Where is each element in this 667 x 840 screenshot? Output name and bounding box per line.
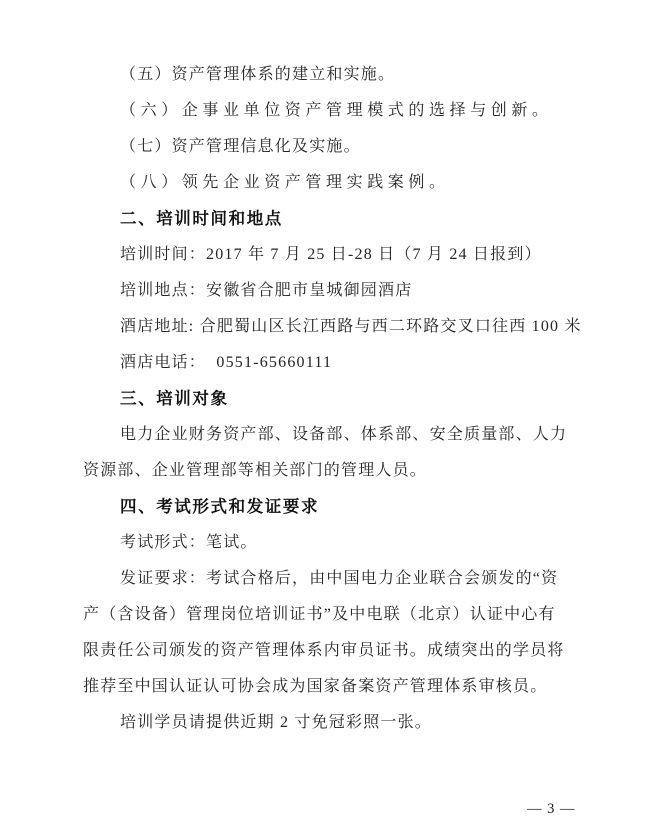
page-number: — 3 — bbox=[527, 801, 576, 817]
list-item-6: （六）企事业单位资产管理模式的选择与创新。 bbox=[120, 102, 553, 119]
list-item-8: （八）领先企业资产管理实践案例。 bbox=[120, 174, 450, 191]
trainees-line-2: 资源部、企业管理部等相关部门的管理人员。 bbox=[83, 462, 428, 479]
section-heading-exam-certificate: 四、考试形式和发证要求 bbox=[120, 498, 320, 516]
hotel-phone-line: 酒店电话： 0551-65660111 bbox=[120, 354, 333, 371]
photo-requirement-line: 培训学员请提供近期 2 寸免冠彩照一张。 bbox=[120, 714, 433, 731]
exam-format-line: 考试形式：笔试。 bbox=[120, 534, 258, 551]
certificate-line-4: 推荐至中国认证认可协会成为国家备案资产管理体系审核员。 bbox=[83, 678, 548, 695]
document-body bbox=[83, 57, 590, 741]
hotel-address-line: 酒店地址: 合肥蜀山区长江西路与西二环路交叉口往西 100 米 bbox=[120, 318, 582, 335]
section-heading-trainees: 三、培训对象 bbox=[120, 390, 229, 408]
certificate-line-2: 产（含设备）管理岗位培训证书”及中电联（北京）认证中心有 bbox=[83, 606, 556, 623]
section-heading-training-time-place: 二、培训时间和地点 bbox=[120, 210, 283, 228]
certificate-line-1: 发证要求：考试合格后，由中国电力企业联合会颁发的“资 bbox=[120, 570, 559, 587]
training-time-line: 培训时间：2017 年 7 月 25 日-28 日（7 月 24 日报到） bbox=[120, 246, 542, 263]
trainees-line-1: 电力企业财务资产部、设备部、体系部、安全质量部、人力 bbox=[120, 426, 568, 443]
certificate-line-3: 限责任公司颁发的资产管理体系内审员证书。成绩突出的学员将 bbox=[83, 642, 565, 659]
training-place-line: 培训地点：安徽省合肥市皇城御园酒店 bbox=[120, 282, 413, 299]
list-item-7: （七）资产管理信息化及实施。 bbox=[120, 138, 361, 155]
list-item-5: （五）资产管理体系的建立和实施。 bbox=[120, 66, 396, 83]
